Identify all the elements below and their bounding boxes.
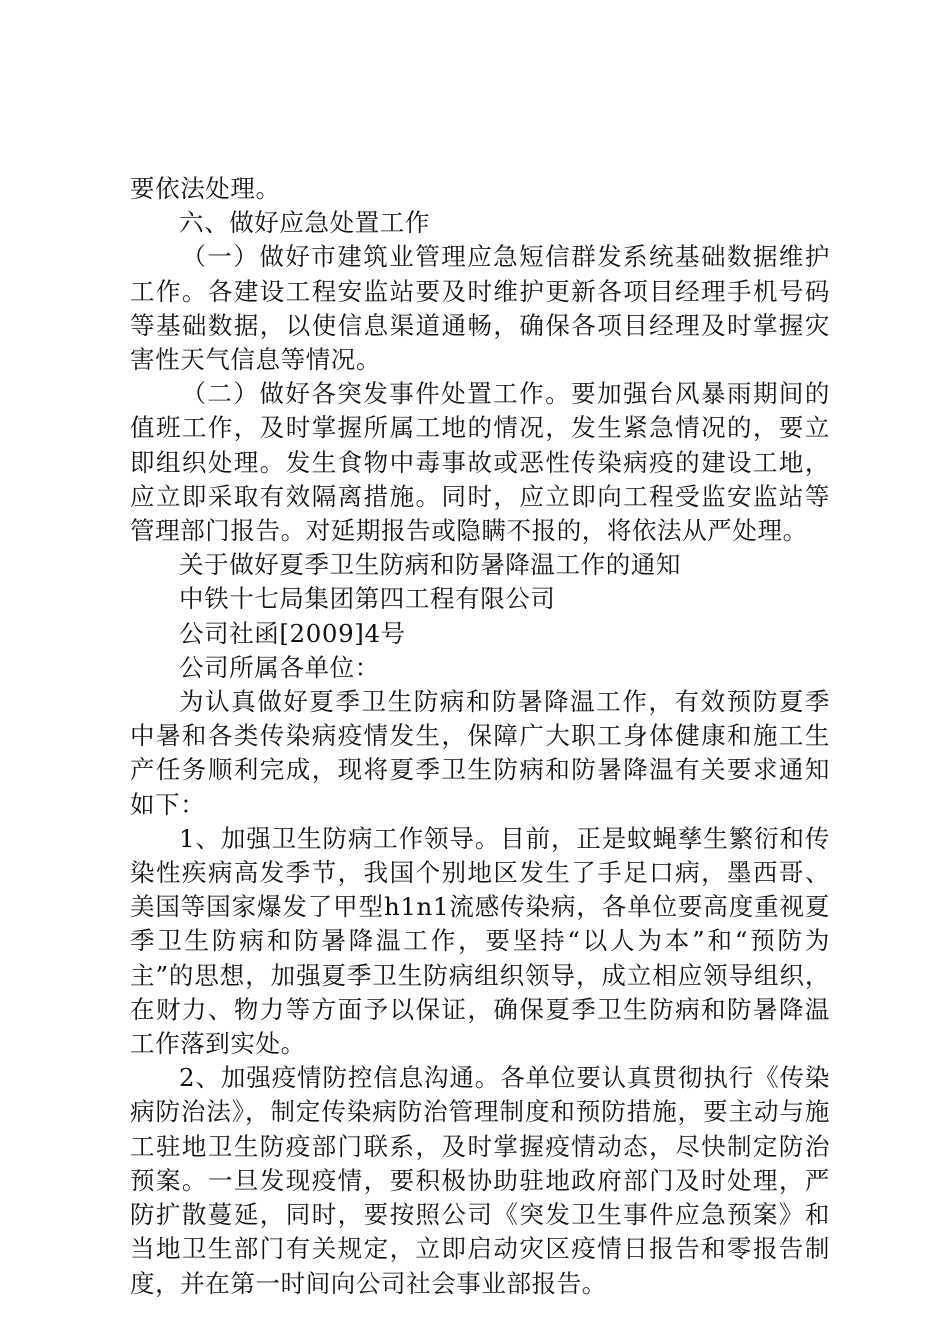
paragraph-continuation: 要依法处理。 [130,174,281,203]
document-body [130,172,830,1301]
paragraph-emergency-handling: （二）做好各突发事件处置工作。要加强台风暴雨期间的值班工作，及时掌握所属工地的情况，发生紧急情况的，要立即组织处理。发生食物中毒事故或恶性传染病疫的建设工地，应立即采取有效隔离措施。同时，应立即向工程受监安监站等管理部门报告。对延期报告或隐瞒不报的，将依法从严处理。 [130,379,830,546]
document-number: 公司社函[2009]4号 [179,618,406,648]
section-heading-emergency: 六、做好应急处置工作 [179,208,430,238]
paragraph-item-1: 1、加强卫生防病工作领导。目前，正是蚊蝇孳生繁衍和传染性疾病高发季节，我国个别地区发生了手足口病，墨西哥、美国等国家爆发了甲型h1n1流感传染病，各单位要高度重视夏季卫生防病和防暑降温工作，要坚持“以人为本”和“预防为主”的思想，加强夏季卫生防病组织领导，成立相应领导组织，在财力、物力等方面予以保证，确保夏季卫生防病和防暑降温工作落到实处。 [130,823,830,1059]
issuer-company: 中铁十七局集团第四工程有限公司 [179,584,556,614]
addressee: 公司所属各单位： [179,652,380,682]
paragraph-sms-system: （一）做好市建筑业管理应急短信群发系统基础数据维护工作。各建设工程安监站要及时维护更新各项目经理手机号码等基础数据，以使信息渠道通畅，确保各项目经理及时掌握灾害性天气信息等情况。 [130,242,830,375]
paragraph-intro: 为认真做好夏季卫生防病和防暑降温工作，有效预防夏季中暑和各类传染病疫情发生，保障广大职工身体健康和施工生产任务顺利完成，现将夏季卫生防病和防暑降温有关要求通知如下： [130,687,830,819]
notice-title: 关于做好夏季卫生防病和防暑降温工作的通知 [179,550,681,580]
paragraph-item-2: 2、加强疫情防控信息沟通。各单位要认真贯彻执行《传染病防治法》，制定传染病防治管理制度和预防措施，要主动与施工驻地卫生防疫部门联系，及时掌握疫情动态，尽快制定防治预案。一旦发现疫情，要积极协助驻地政府部门及时处理，严防扩散蔓延，同时，要按照公司《突发卫生事件应急预案》和当地卫生部门有关规定，立即启动灾区疫情日报告和零报告制度，并在第一时间向公司社会事业部报告。 [130,1063,830,1298]
